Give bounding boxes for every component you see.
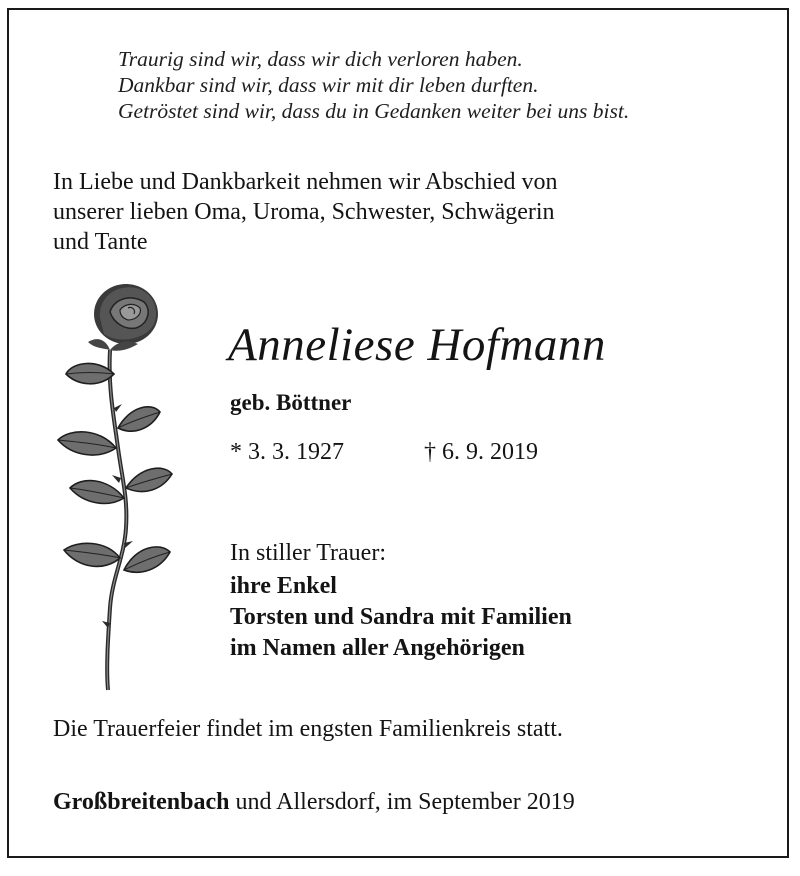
intro-line-3: und Tante	[53, 229, 148, 255]
mourner-line-1: ihre Enkel	[230, 573, 337, 599]
motto-verse	[118, 46, 629, 124]
death-date: † 6. 9. 2019	[424, 439, 538, 465]
deceased-name: Anneliese Hofmann	[228, 319, 606, 371]
funeral-note: Die Trauerfeier findet im engsten Familienkreis statt.	[53, 716, 563, 742]
place-rest: und Allersdorf, im September 2019	[229, 789, 575, 815]
motto-line-2: Dankbar sind wir, dass wir mit dir leben durften.	[118, 73, 539, 97]
mourning-label: In stiller Trauer:	[230, 540, 386, 566]
intro-line-1: In Liebe und Dankbarkeit nehmen wir Abschied von	[53, 169, 558, 195]
place-town: Großbreitenbach	[53, 789, 230, 815]
motto-line-1: Traurig sind wir, dass wir dich verloren haben.	[118, 47, 523, 71]
place-date-line	[53, 787, 575, 817]
mourners-list	[230, 571, 572, 664]
rose-icon	[48, 278, 178, 698]
mourner-line-3: im Namen aller Angehörigen	[230, 635, 525, 661]
intro-line-2: unserer lieben Oma, Uroma, Schwester, Schwägerin	[53, 199, 555, 225]
motto-line-3: Getröstet sind wir, dass du in Gedanken weiter bei uns bist.	[118, 99, 630, 123]
birth-date: * 3. 3. 1927	[230, 439, 344, 465]
mourner-line-2: Torsten und Sandra mit Familien	[230, 604, 572, 630]
intro-text	[53, 167, 558, 257]
born-name: geb. Böttner	[230, 390, 352, 415]
